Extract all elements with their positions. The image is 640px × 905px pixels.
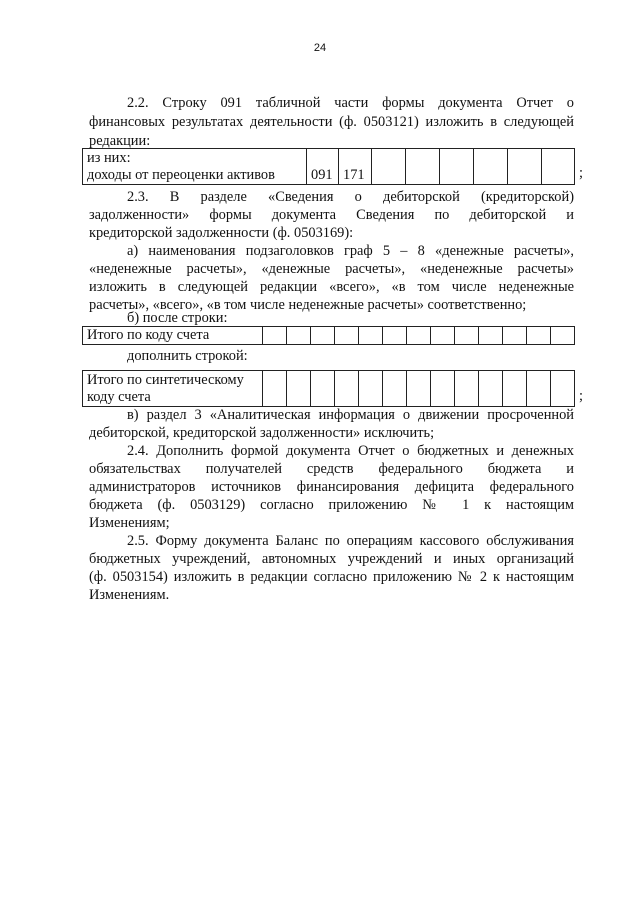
empty-cell bbox=[431, 371, 455, 407]
row-code-cell: 091 bbox=[307, 149, 339, 185]
row-label-cell: Итого по коду счета bbox=[83, 327, 263, 345]
empty-cell bbox=[407, 371, 431, 407]
empty-cell bbox=[479, 327, 503, 345]
empty-cell bbox=[455, 327, 479, 345]
empty-cell bbox=[359, 371, 383, 407]
empty-cell bbox=[287, 327, 311, 345]
paragraph-2-4-line-3: администраторов источников финансирования дефицита федерального bbox=[89, 479, 574, 495]
account-code-cell: 171 bbox=[339, 149, 372, 185]
row-label-line-1: из них: bbox=[87, 150, 131, 166]
semicolon-1: ; bbox=[579, 165, 583, 181]
semicolon-2: ; bbox=[579, 388, 583, 404]
paragraph-2-2-line-3: редакции: bbox=[89, 133, 151, 149]
paragraph-2-3-line-2: задолженности» формы документа Сведения по дебиторской и bbox=[89, 207, 574, 223]
empty-cell bbox=[503, 371, 527, 407]
paragraph-2-3-a-line-2: «неденежные расчеты», «денежные расчеты», «неденежные расчеты» bbox=[89, 261, 574, 277]
paragraph-2-3-a-line-4: расчеты», «всего», «в том числе неденежные расчеты» соответственно; bbox=[89, 297, 527, 313]
empty-cell bbox=[527, 371, 551, 407]
paragraph-2-5-line-4: Изменениям. bbox=[89, 587, 170, 603]
empty-cell bbox=[406, 149, 440, 185]
empty-cell bbox=[542, 149, 575, 185]
empty-cell bbox=[551, 327, 575, 345]
table-row-091 bbox=[82, 148, 575, 185]
row-label-cell bbox=[83, 149, 307, 185]
empty-cell bbox=[455, 371, 479, 407]
paragraph-2-3-c-line-2: дебиторской, кредиторской задолженности» исключить; bbox=[89, 425, 435, 441]
paragraph-2-5-line-3: (ф. 0503154) изложить в редакции согласно приложению № 2 к настоящим bbox=[89, 569, 574, 585]
paragraph-2-4-line-4: бюджета (ф. 0503129) согласно приложению № 1 к настоящим bbox=[89, 497, 574, 513]
table-row-account-total bbox=[82, 326, 575, 345]
page-number: 24 bbox=[313, 42, 327, 54]
empty-cell bbox=[359, 327, 383, 345]
empty-cell bbox=[474, 149, 508, 185]
empty-cell bbox=[311, 327, 335, 345]
paragraph-2-3-line-3: кредиторской задолженности (ф. 0503169): bbox=[89, 225, 354, 241]
row-label-line-2: коду счета bbox=[87, 389, 151, 405]
row-label-cell bbox=[83, 371, 263, 407]
empty-cell bbox=[383, 371, 407, 407]
paragraph-2-5-line-2: бюджетных учреждений, автономных учреждений и иных организаций bbox=[89, 551, 574, 567]
empty-cell bbox=[431, 327, 455, 345]
paragraph-2-4-line-5: Изменениям; bbox=[89, 515, 170, 531]
empty-cell bbox=[311, 371, 335, 407]
empty-cell bbox=[335, 327, 359, 345]
row-label-line-2: доходы от переоценки активов bbox=[87, 167, 275, 183]
add-row-text: дополнить строкой: bbox=[127, 348, 248, 364]
paragraph-2-3-a-line-1: а) наименования подзаголовков граф 5 – 8 «денежные расчеты», bbox=[127, 243, 574, 259]
paragraph-2-5-line-1: 2.5. Форму документа Баланс по операциям кассового обслуживания bbox=[127, 533, 574, 549]
row-label-line-1: Итого по синтетическому bbox=[87, 372, 244, 388]
paragraph-2-3-b: б) после строки: bbox=[127, 310, 228, 326]
empty-cell bbox=[551, 371, 575, 407]
empty-cell bbox=[503, 327, 527, 345]
empty-cell bbox=[372, 149, 406, 185]
empty-cell bbox=[508, 149, 542, 185]
empty-cell bbox=[263, 327, 287, 345]
paragraph-2-4-line-1: 2.4. Дополнить формой документа Отчет о бюджетных и денежных bbox=[127, 443, 574, 459]
empty-cell bbox=[335, 371, 359, 407]
paragraph-2-3-c-line-1: в) раздел 3 «Аналитическая информация о движении просроченной bbox=[127, 407, 574, 423]
paragraph-2-3-line-1: 2.3. В разделе «Сведения о дебиторской (кредиторской) bbox=[127, 189, 574, 205]
empty-cell bbox=[263, 371, 287, 407]
empty-cell bbox=[527, 327, 551, 345]
paragraph-2-3-a-line-3: изложить в следующей редакции «всего», «в том числе неденежные bbox=[89, 279, 574, 295]
empty-cell bbox=[407, 327, 431, 345]
paragraph-2-2-line-2: финансовых результатах деятельности (ф. 0503121) изложить в следующей bbox=[89, 114, 574, 130]
empty-cell bbox=[287, 371, 311, 407]
paragraph-2-4-line-2: обязательствах получателей средств федерального бюджета и bbox=[89, 461, 574, 477]
paragraph-2-2-line-1: 2.2. Строку 091 табличной части формы документа Отчет о bbox=[127, 95, 574, 111]
empty-cell bbox=[440, 149, 474, 185]
empty-cell bbox=[383, 327, 407, 345]
empty-cell bbox=[479, 371, 503, 407]
table-row-synthetic-total bbox=[82, 370, 575, 407]
